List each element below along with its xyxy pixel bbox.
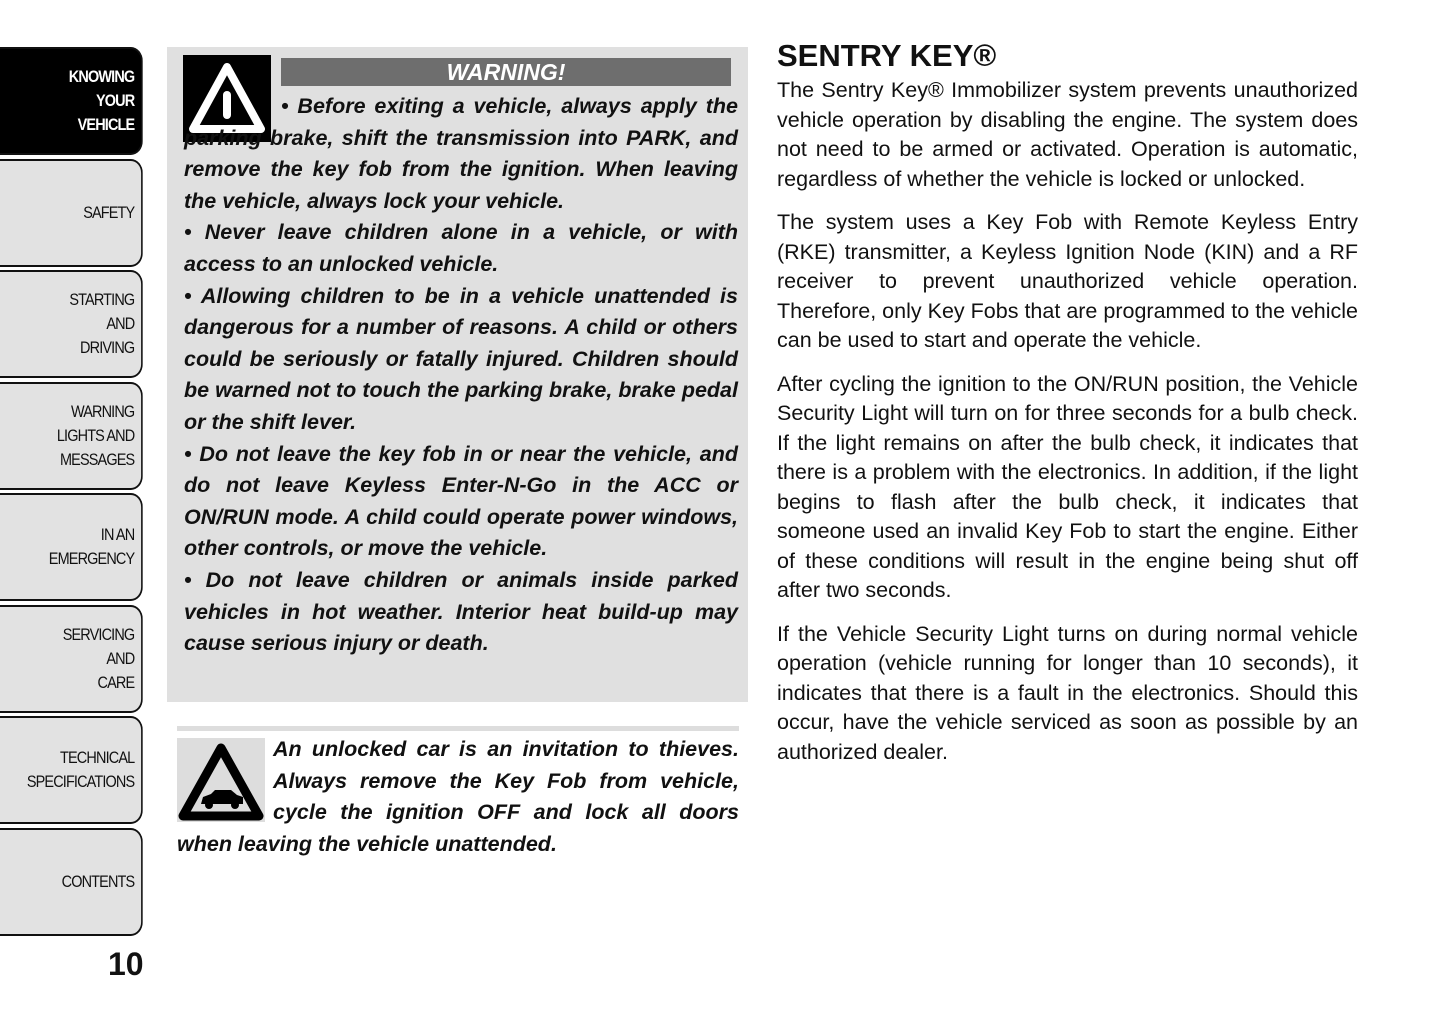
tab-label: CONTENTS	[61, 872, 135, 891]
warning-bullet: • Allowing children to be in a vehicle unattended is dangerous for a number of reasons. A child or others could be seriously or fatally injured. Children should be warned not to touch the parking brake, brake pedal or the shift lever.	[184, 283, 738, 434]
page-number: 10	[108, 946, 144, 982]
tab-label: IN AN EMERGENCY	[48, 525, 135, 568]
paragraph: If the Vehicle Security Light turns on during normal vehicle operation (vehicle running for longer than 10 seconds), it indicates that there is a fault in the electronics. Should this occur, have the vehicle serviced as soon as possible by an authorized dealer.	[777, 621, 1358, 764]
tab-warning-lights[interactable]	[0, 382, 143, 490]
car-theft-warning-icon	[177, 738, 265, 822]
tab-servicing-and-care[interactable]	[0, 605, 143, 713]
divider	[177, 726, 739, 731]
tab-technical-specifications[interactable]	[0, 716, 143, 824]
tab-label: SAFETY	[83, 203, 135, 222]
tab-label: KNOWING YOUR VEHICLE	[68, 67, 135, 134]
tab-contents[interactable]	[0, 828, 143, 936]
tab-label: STARTING AND DRIVING	[69, 290, 135, 357]
warning-bullet: • Before exiting a vehicle, always apply the parking brake, shift the transmission into PARK, and remove the key fob from the ignition. When leaving the vehicle, always lock your vehicle.	[184, 94, 738, 213]
paragraph: The system uses a Key Fob with Remote Keyless Entry (RKE) transmitter, a Keyless Ignition Node (KIN) and a RF receiver to prevent unauthorized vehicle operation. Therefore, only Key Fobs that are programmed to the vehicle can be used to start and operate the vehicle.	[777, 210, 1358, 352]
tab-in-an-emergency[interactable]	[0, 493, 143, 601]
warning-bullet: • Do not leave children or animals inside parked vehicles in hot weather. Interior heat build-up may cause serious injury or death.	[184, 567, 738, 656]
tab-starting-and-driving[interactable]	[0, 270, 143, 378]
warning-bullet: • Do not leave the key fob in or near the vehicle, and do not leave Keyless Enter-N-Go in the ACC or ON/RUN mode. A child could operate power windows, other controls, or move the vehicle.	[184, 441, 738, 561]
tab-label: WARNING LIGHTS AND MESSAGES	[56, 402, 135, 469]
warning-text	[184, 91, 738, 660]
tab-knowing-your-vehicle[interactable]	[0, 47, 143, 155]
sentry-key-section	[777, 38, 1358, 781]
warning-heading: WARNING!	[281, 58, 731, 86]
tab-label: SERVICING AND CARE	[62, 625, 135, 692]
tab-safety[interactable]	[0, 159, 143, 267]
theft-note-text: An unlocked car is an invitation to thieves. Always remove the Key Fob from vehicle, cycle the ignition OFF and lock all doors when leaving the vehicle unattended.	[177, 737, 739, 856]
theft-note	[177, 734, 739, 860]
paragraph: After cycling the ignition to the ON/RUN position, the Vehicle Security Light will turn on for three seconds for a bulb check. If the light remains on after the bulb check, it indicates that there is a problem with the electronics. In addition, if the light begins to flash after the bulb check, it indicates that someone used an invalid Key Fob to start the engine. Either of these conditions will result in the engine being shut off after two seconds.	[777, 371, 1358, 602]
section-title: SENTRY KEY®	[777, 38, 997, 73]
paragraph: The Sentry Key® Immobilizer system prevents unauthorized vehicle operation by disabling the engine. The system does not need to be armed or activated. Operation is automatic, regardless of whether the vehicle is locked or unlocked.	[777, 78, 1358, 191]
tab-label: TECHNICAL SPECIFICATIONS	[26, 748, 135, 791]
warning-box	[167, 47, 748, 702]
warning-bullet: • Never leave children alone in a vehicle, or with access to an unlocked vehicle.	[184, 220, 738, 276]
